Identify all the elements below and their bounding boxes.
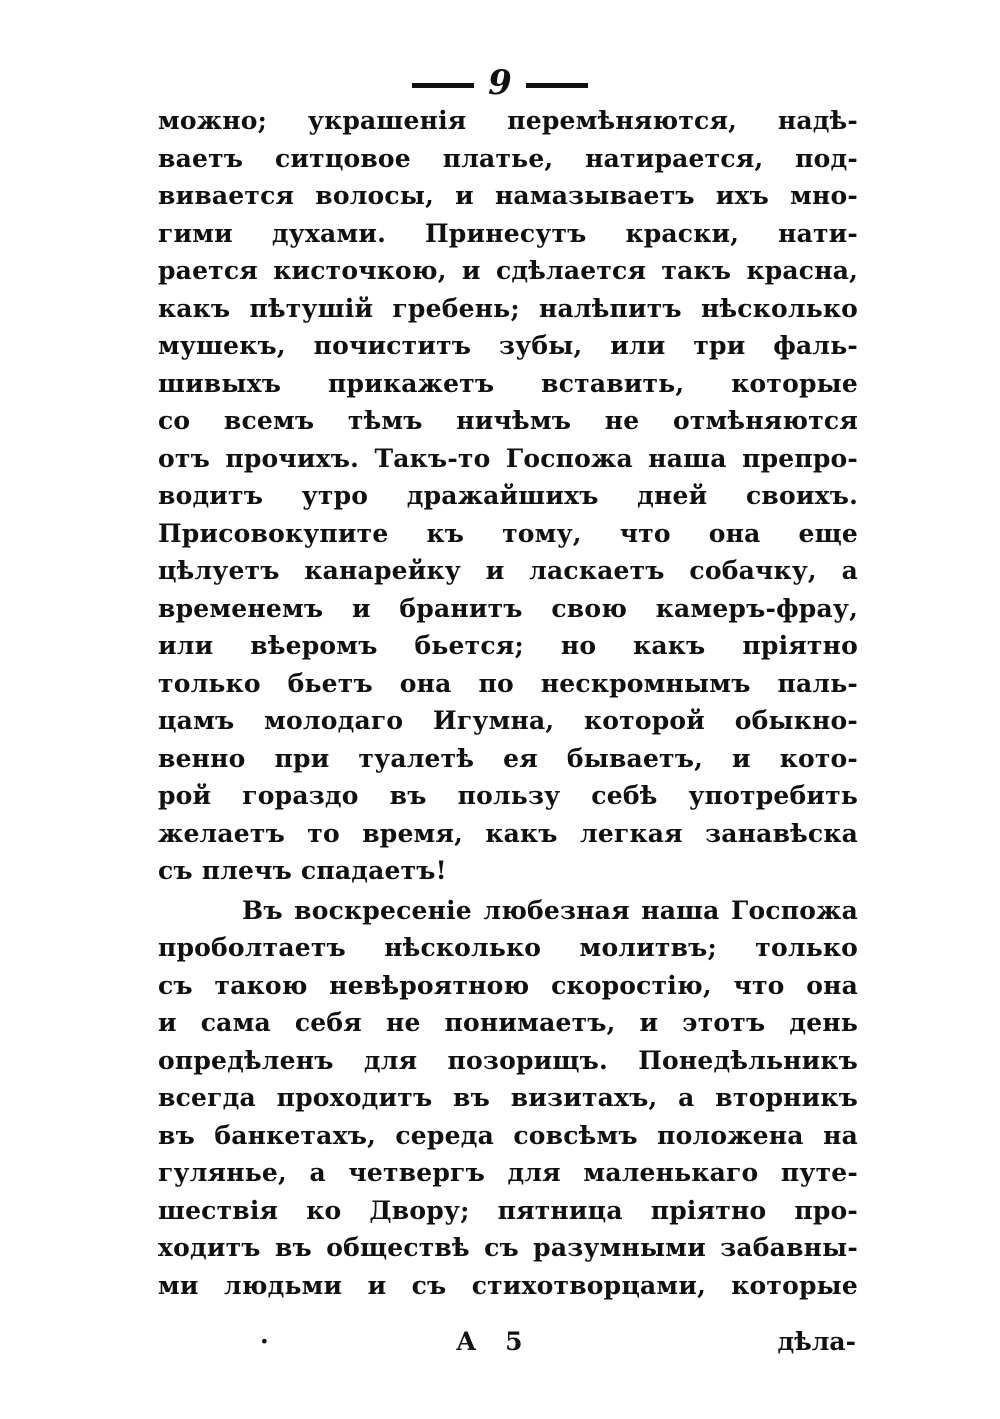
text-line: ваетъ ситцовое платье, натирается, под-	[158, 143, 858, 173]
header-dash-left	[412, 83, 474, 88]
text-line: рой гораздо въ пользу себѣ употребить	[158, 781, 858, 810]
text-line: шествія ко Двору; пятница пріятно про-	[158, 1195, 858, 1225]
text-line: цѣлуетъ канарейку и ласкаетъ собачку, а	[158, 556, 858, 585]
text-line: рается кисточкою, и сдѣлается такъ красна,	[158, 256, 858, 285]
page-footer	[158, 1322, 858, 1362]
text-line: венно при туалетѣ ея бываетъ, и кото-	[158, 743, 858, 773]
signature-mark: А 5	[456, 1327, 533, 1356]
text-line: со всемъ тѣмъ ничѣмъ не отмѣняются	[158, 406, 858, 435]
text-line: шивыхъ прикажетъ вставить, которые	[158, 368, 858, 398]
text-line: опредѣленъ для позорищъ. Понедѣльникъ	[158, 1045, 858, 1075]
text-line: водитъ утро дражайшихъ дней своихъ.	[158, 481, 858, 510]
text-line: мушекъ, почиститъ зубы, или три фаль-	[158, 331, 858, 360]
text-line: временемъ и бранитъ свою камеръ-фрау,	[158, 593, 858, 623]
text-line: проболтаетъ нѣсколько молитвъ; только	[158, 933, 858, 962]
footer-dot: ·	[260, 1327, 269, 1356]
text-line: только бьетъ она по нескромнымъ паль-	[158, 668, 858, 698]
body-text	[158, 102, 858, 1304]
text-line: всегда проходитъ въ визитахъ, а вторникъ	[158, 1083, 858, 1112]
text-line: или вѣеромъ бьется; но какъ пріятно	[158, 631, 858, 660]
text-line: гими духами. Принесутъ краски, нати-	[158, 218, 858, 248]
text-line: отъ прочихъ. Такъ-то Госпожа наша препро-	[158, 443, 858, 473]
text-line: Въ воскресеніе любезная наша Госпожа	[242, 895, 858, 925]
text-line: и сама себя не понимаетъ, и этотъ день	[158, 1008, 858, 1037]
text-line: какъ пѣтушій гребень; налѣпитъ нѣсколько	[158, 293, 858, 323]
text-line: цамъ молодаго Игумна, которой обыкно-	[158, 706, 858, 735]
text-line: ми людьми и съ стихотворцами, которые	[158, 1270, 858, 1300]
catchword: дѣла-	[777, 1327, 856, 1356]
text-line: Присовокупите къ тому, что она еще	[158, 518, 858, 548]
text-line: желаетъ то время, какъ легкая занавѣска	[158, 818, 858, 848]
paragraph	[158, 102, 858, 890]
text-line: вивается волосы, и намазываетъ ихъ мно-	[158, 181, 858, 210]
text-line: ходитъ въ обществѣ съ разумными забавны-	[158, 1233, 858, 1262]
text-line: въ банкетахъ, середа совсѣмъ положена на	[158, 1120, 858, 1150]
text-line: гулянье, а четвергъ для маленькаго путе-	[158, 1158, 858, 1187]
text-line: съ такою невѣроятною скоростію, что она	[158, 970, 858, 1000]
page-header	[0, 58, 1000, 108]
paragraph	[158, 892, 858, 1305]
text-line: можно; украшенія перемѣняются, надѣ-	[158, 106, 858, 135]
header-dash-right	[526, 83, 588, 88]
text-line: съ плечъ спадаетъ!	[158, 856, 447, 885]
page-number: 9	[488, 63, 512, 103]
